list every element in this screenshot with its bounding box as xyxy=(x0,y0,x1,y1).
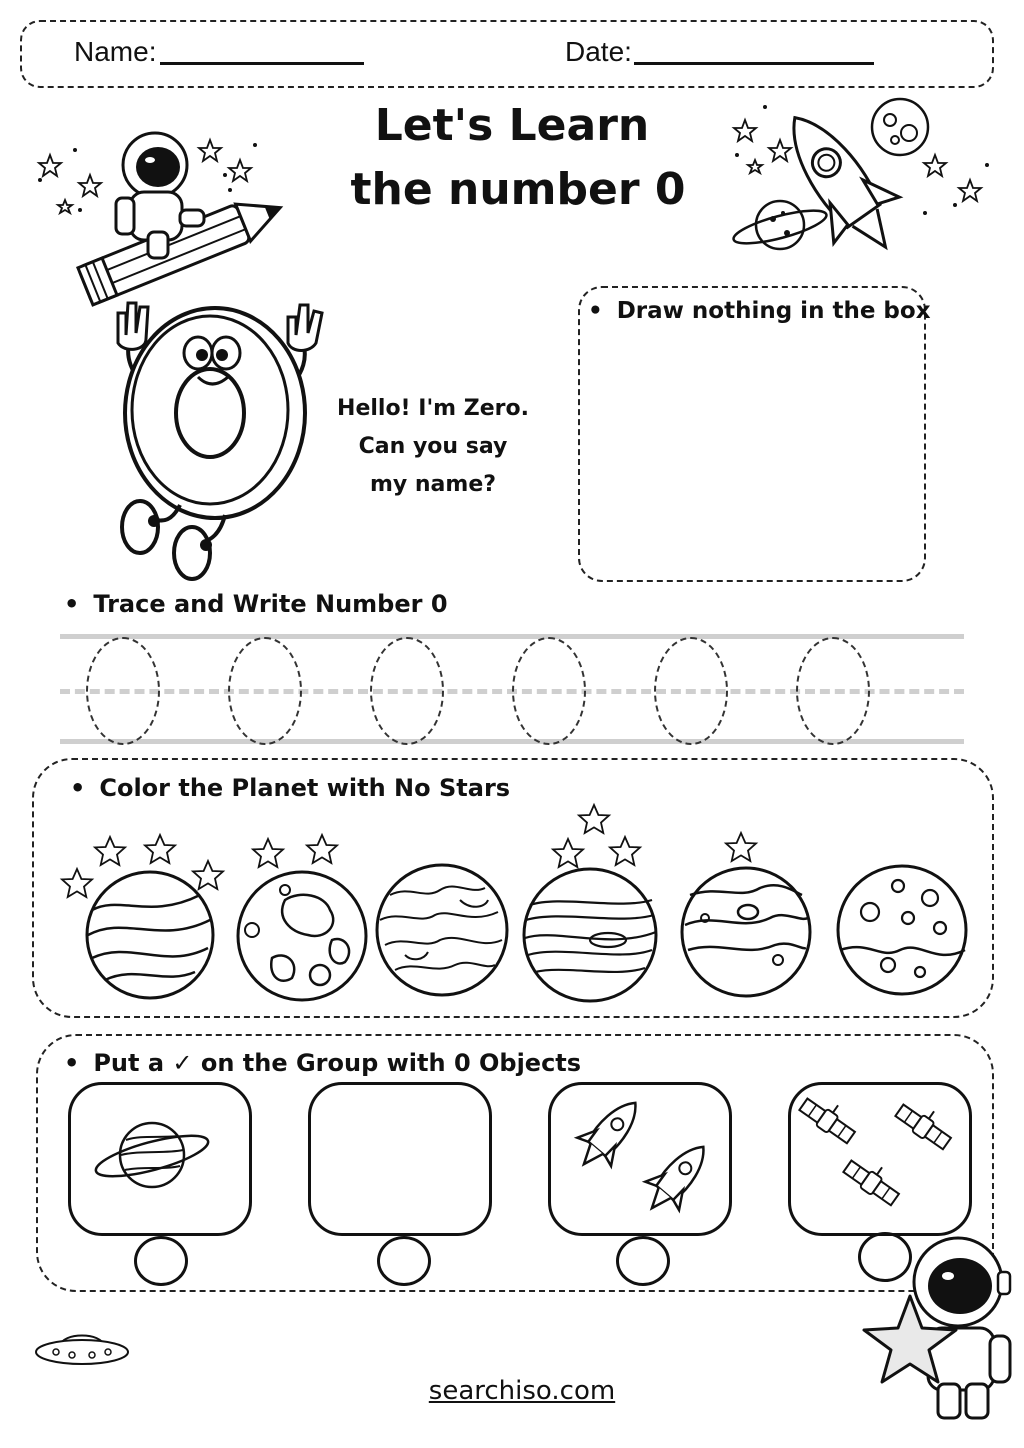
star-icon xyxy=(193,861,223,889)
groups-instruction: • Put a ✓ on the Group with 0 Objects xyxy=(64,1049,581,1077)
date-input-line[interactable] xyxy=(634,62,874,65)
star-icon xyxy=(253,839,283,867)
star-icon xyxy=(726,833,756,861)
rocket-icon xyxy=(567,1089,652,1179)
page-title-line1: Let's Learn xyxy=(374,100,650,151)
ufo-illustration xyxy=(32,1324,132,1376)
rocket-planets-illustration xyxy=(725,95,1000,260)
planet-bands[interactable] xyxy=(524,805,656,1001)
draw-box[interactable] xyxy=(578,286,926,582)
answer-circle[interactable] xyxy=(377,1236,431,1286)
star-icon xyxy=(553,839,583,867)
planet-marbled[interactable] xyxy=(377,865,507,995)
star-icon xyxy=(95,837,125,865)
star-icon xyxy=(62,869,92,897)
planet-stripes[interactable] xyxy=(62,835,223,998)
astronaut-pencil-illustration xyxy=(30,120,290,300)
trace-zero[interactable] xyxy=(796,637,870,745)
satellite-icon xyxy=(894,1095,958,1152)
draw-box-instruction: • Draw nothing in the box xyxy=(588,298,931,324)
star-icon xyxy=(307,835,337,863)
planet-craters[interactable] xyxy=(838,866,966,994)
trace-zero[interactable] xyxy=(86,637,160,745)
page-title-line2: the number 0 xyxy=(350,164,686,215)
star-icon xyxy=(145,835,175,863)
trace-zero[interactable] xyxy=(228,637,302,745)
answer-circle[interactable] xyxy=(616,1236,670,1286)
name-date-box xyxy=(20,20,994,88)
rocket-icon xyxy=(635,1133,720,1223)
trace-zero[interactable] xyxy=(512,637,586,745)
speech-line-2: Can you say xyxy=(358,434,508,459)
planets-instruction: • Color the Planet with No Stars xyxy=(70,774,510,802)
name-input-line[interactable] xyxy=(160,62,364,65)
footer-site-link[interactable]: searchiso.com xyxy=(428,1376,616,1406)
name-label: Name: xyxy=(74,36,157,67)
date-label: Date: xyxy=(565,36,632,67)
speech-line-3: my name? xyxy=(369,472,497,497)
planets-row xyxy=(40,800,980,1005)
star-icon xyxy=(610,837,640,865)
planet-waves[interactable] xyxy=(682,833,810,996)
satellite-icon xyxy=(798,1089,862,1146)
satellite-icon xyxy=(842,1151,906,1208)
trace-zero[interactable] xyxy=(654,637,728,745)
trace-instruction: • Trace and Write Number 0 xyxy=(64,590,448,618)
speech-line-1: Hello! I'm Zero. xyxy=(337,396,529,421)
trace-zero[interactable] xyxy=(370,637,444,745)
planet-spots[interactable] xyxy=(238,835,366,1000)
star-icon xyxy=(579,805,609,833)
ringed-planet-icon xyxy=(92,1123,211,1187)
zero-character-illustration xyxy=(110,295,325,585)
group-objects xyxy=(60,1080,980,1240)
answer-circle[interactable] xyxy=(134,1236,188,1286)
